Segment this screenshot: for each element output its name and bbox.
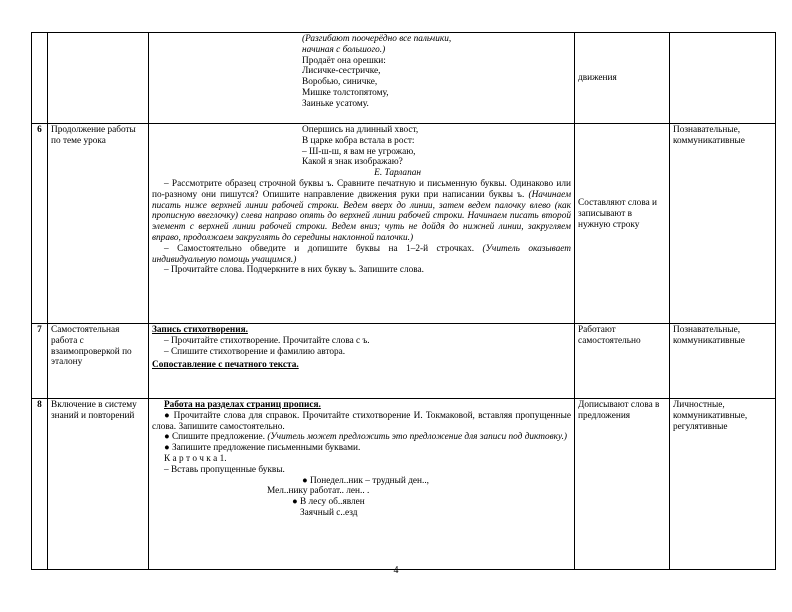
- exercise-line: ● Понедел..ник – трудный ден..,: [302, 475, 430, 486]
- uud-skills: Познавательные, коммуникативные: [670, 324, 776, 399]
- table-row: [32, 324, 776, 399]
- table-row: [32, 33, 776, 124]
- content-line: Продаёт она орешки:: [302, 55, 386, 66]
- lesson-table: [31, 32, 776, 570]
- student-activity: Дописывают слова в предложения: [575, 399, 670, 570]
- uud-skills: Познавательные, коммуникативные: [670, 124, 776, 324]
- exercise-line: Мел..нику работат.. лен.. .: [267, 486, 370, 497]
- lesson-content: [149, 324, 575, 399]
- instruction-paragraph: [152, 432, 571, 443]
- instruction-paragraph: [152, 179, 571, 244]
- poem-line: – Ш-ш-ш, я вам не угрожаю,: [302, 146, 416, 157]
- student-activity: Работают самостоятельно: [575, 324, 670, 399]
- exercise-line: ● В лесу об..явлен: [292, 497, 365, 508]
- stage-name: Самостоятельная работа с взаимопроверкой по эталону: [48, 324, 149, 399]
- content-line: начиная с большого.): [302, 44, 386, 55]
- content-line: Заиньке усатому.: [302, 98, 369, 109]
- table-row: [32, 124, 776, 324]
- exercise-line: Заячный с..езд: [300, 507, 358, 518]
- content-line: (Разгибают поочерёдно все пальчики,: [302, 34, 452, 44]
- poem-line: Опершись на длинный хвост,: [302, 125, 419, 135]
- instruction-item: – Прочитайте стихотворение. Прочитайте слова с ъ.: [164, 335, 370, 346]
- student-activity: движения: [575, 33, 670, 124]
- student-activity: Составляют слова и записывают в нужную строку: [575, 124, 670, 324]
- page-number: 4: [393, 565, 399, 576]
- row-number: 7: [32, 324, 48, 399]
- instruction-item: – Вставь пропущенные буквы.: [164, 464, 285, 475]
- section-footer: Сопоставление с печатного текста.: [152, 360, 299, 371]
- content-line: Воробью, синичке,: [302, 77, 378, 88]
- instruction-note: (Начинаем писать ниже верхней линии рабочей строки. Ведем вверх до линии, затем ведем палочку влево (как прописную ввеглочку) слева направо опять до верхней линии рабочей строки. Начинаем писать второй элемент с верхней линии рабочей строки. Ведем вниз; чуть не дойдя до нижней линии, закругляем вправо, продолжаем закруглять до середины наклонной палочки.): [152, 189, 572, 243]
- instruction-text: – Самостоятельно обведите и допишите буквы на 1–2-й строчках.: [164, 243, 475, 254]
- card-title: К а р т о ч к а 1.: [164, 453, 227, 464]
- lesson-content: [149, 33, 575, 124]
- row-number: 8: [32, 399, 48, 570]
- instruction-paragraph: ● Прочитайте слова для справок. Прочитайте стихотворение И. Токмаковой, вставляя пропущенные слова. Запишите самостоятельно.: [152, 410, 571, 432]
- uud-skills: [670, 33, 776, 124]
- stage-name: Включение в систему знаний и повторений: [48, 399, 149, 570]
- poem-line: В царке кобра встала в рост:: [302, 135, 415, 146]
- poem-author: Е. Тарлапан: [374, 168, 421, 179]
- instruction-note: (Учитель может предложить это предложение для записи под диктовку.): [267, 432, 567, 443]
- uud-skills: Личностные, коммуникативные, регулятивные: [670, 399, 776, 570]
- instruction-note: (Учитель оказывает индивидуальную помощь учащимся.): [152, 243, 572, 265]
- instruction-text: – Рассмотрите образец строчной буквы ъ. Сравните печатную и письменную буквы. Одинаково или по-разному они пишутся? Опишите направление движения руки при написании буквы ъ.: [152, 178, 571, 200]
- instruction-paragraph: – Прочитайте слова. Подчеркните в них букву ъ. Запишите слова.: [164, 265, 424, 276]
- row-number: 6: [32, 124, 48, 324]
- instruction-item: – Спишите стихотворение и фамилию автора.: [164, 346, 346, 357]
- content-line: Лисичке-сестричке,: [302, 66, 381, 77]
- instruction-paragraph: [152, 244, 571, 266]
- lesson-content: [149, 399, 575, 570]
- stage-name: Продолжение работы по теме урока: [48, 124, 149, 324]
- row-number: [32, 33, 48, 124]
- table-row: [32, 399, 776, 570]
- instruction-text: ● Спишите предложение.: [164, 432, 265, 443]
- poem-line: Какой я знак изображаю?: [302, 157, 403, 168]
- lesson-content: [149, 124, 575, 324]
- instruction-paragraph: ● Запишите предложение письменными буквами.: [164, 443, 361, 454]
- content-line: Мишке толстопятому,: [302, 87, 389, 98]
- section-heading: Работа на разделах страниц пропися.: [164, 400, 321, 410]
- section-heading: Запись стихотворения.: [152, 325, 248, 335]
- stage-name: [48, 33, 149, 124]
